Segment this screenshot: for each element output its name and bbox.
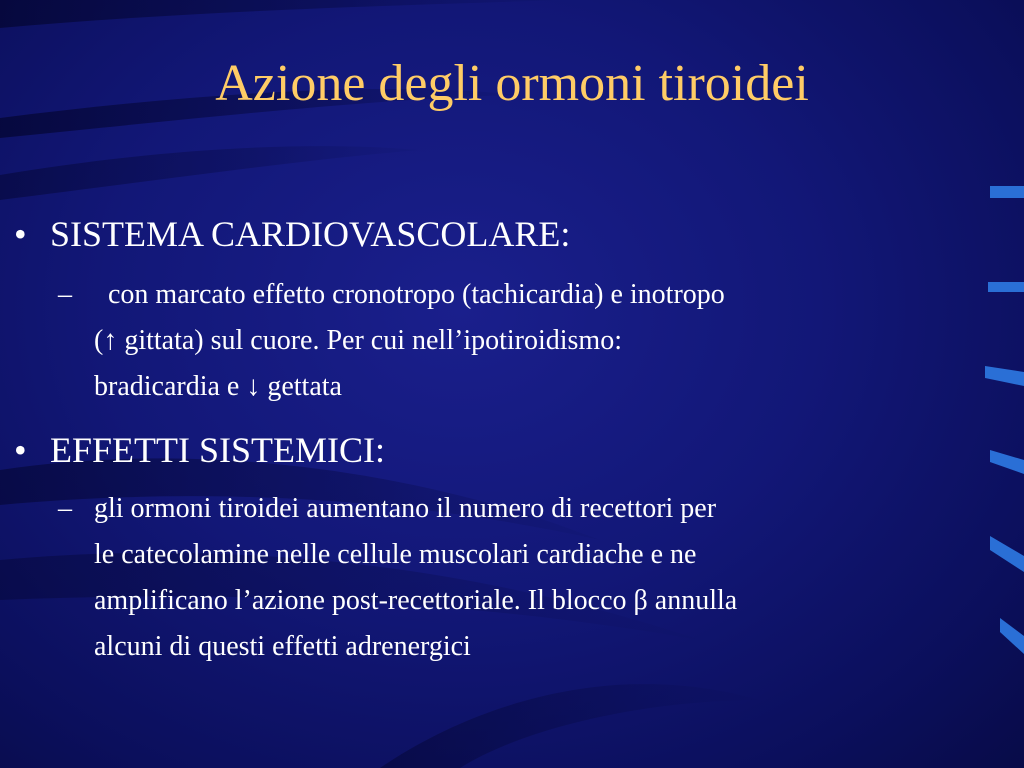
bullet-systemic-effects — [14, 428, 385, 472]
sub-line-text: gli ormoni tiroidei aumentano il numero di recettori per — [94, 493, 717, 524]
sub-point-cardiovascular — [58, 272, 1013, 410]
sub-line: bradicardia e ↓ gettata — [94, 371, 342, 402]
sub-line-text: con marcato effetto cronotropo (tachicardia) e inotropo — [94, 279, 725, 310]
sub-point-systemic-effects — [58, 486, 1013, 670]
sub-line: alcuni di questi effetti adrenergici — [94, 631, 471, 662]
edge-accent — [990, 450, 1024, 474]
sub-line — [58, 272, 1013, 318]
slide-title: Azione degli ormoni tiroidei — [215, 55, 809, 112]
sub-line — [58, 486, 1013, 532]
swoosh-band — [0, 0, 560, 28]
bullet-marker: • — [14, 214, 27, 254]
swoosh-band — [0, 146, 420, 200]
sub-line: amplificano l’azione post-recettoriale. Il blocco β annulla — [94, 585, 738, 616]
swoosh-band — [380, 684, 760, 768]
bullet-heading: SISTEMA CARDIOVASCOLARE: — [50, 214, 571, 254]
edge-accent — [990, 186, 1024, 198]
dash-marker: – — [58, 279, 72, 310]
bullet-marker: • — [14, 430, 27, 470]
sub-line: (↑ gittata) sul cuore. Per cui nell’ipotiroidismo: — [94, 325, 622, 356]
sub-line: le catecolamine nelle cellule muscolari cardiache e ne — [94, 539, 697, 570]
bullet-cardiovascular — [14, 212, 570, 256]
dash-marker: – — [58, 493, 72, 524]
bullet-heading: EFFETTI SISTEMICI: — [50, 430, 386, 470]
